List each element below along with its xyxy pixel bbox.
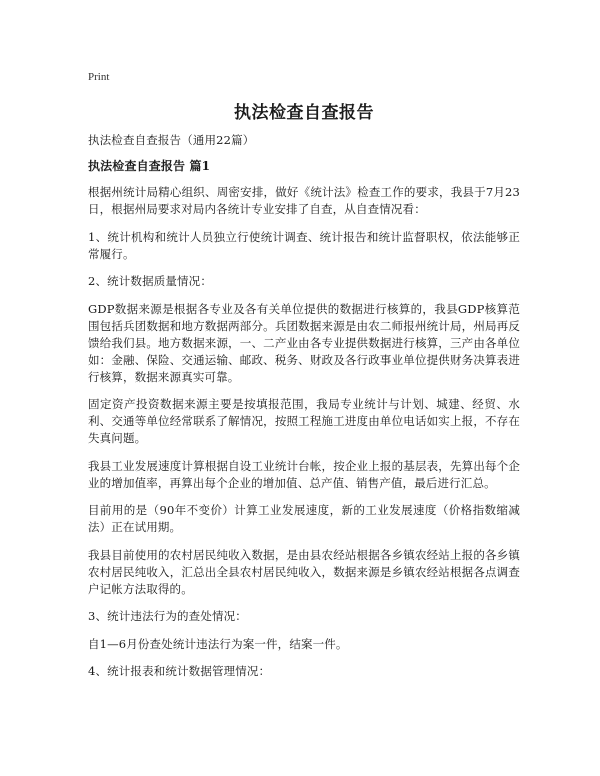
- paragraph-item-1: 1、统计机构和统计人员独立行使统计调查、统计报告和统计监督职权，依法能够正常履行。: [88, 229, 520, 261]
- print-link[interactable]: Print: [88, 71, 110, 83]
- document-body: [88, 132, 520, 691]
- paragraph-price-base: 目前用的是（90年不变价）计算工业发展速度，新的工业发展速度（价格指数缩减法）正在试用期。: [88, 503, 520, 534]
- paragraph-item-4-heading: 4、统计报表和统计数据管理情况：: [88, 664, 271, 678]
- paragraph-fixed-assets: 固定资产投资数据来源主要是按填报范围，我局专业统计与计划、城建、经贸、水利、交通等单位经常联系了解情况，按照工程施工进度由单位电话如实上报，不存在失真问题。: [88, 397, 520, 445]
- paragraph-cases: 自1—6月份查处统计违法行为案一件，结案一件。: [88, 636, 348, 651]
- paragraph-rural-income: 我县目前使用的农村居民纯收入数据，是由县农经站根据各乡镇农经站上报的各乡镇农村居民纯收入，汇总出全县农村居民纯收入，数据来源是乡镇农经站根据各点调查户记帐方法取得的。: [88, 547, 520, 596]
- page-title: 执法检查自查报告: [234, 103, 374, 123]
- document-subtitle: 执法检查自查报告（通用22篇）: [88, 133, 255, 147]
- paragraph-industry-speed: 我县工业发展速度计算根据自设工业统计台帐，按企业上报的基层表，先算出每个企业的增加值率，再算出每个企业的增加值、总产值、销售产值，最后进行汇总。: [88, 458, 520, 490]
- paragraph-item-3-heading: 3、统计违法行为的查处情况：: [88, 609, 247, 623]
- section-heading: 执法检查自查报告 篇1: [88, 159, 211, 173]
- paragraph-item-2-heading: 2、统计数据质量情况：: [88, 274, 212, 288]
- paragraph-gdp: GDP数据来源是根据各专业及各有关单位提供的数据进行核算的，我县GDP核算范围包括兵团数据和地方数据两部分。兵团数据来源是由农二师报州统计局，州局再反馈给我们县。地方数据来源，一、二产业由各专业提供数据进行核算，三产由各单位如：金融、保险、交通运输、邮政、税务、财政及各行政事业单位提供财务决算表进行核算，数据来源真实可靠。: [88, 301, 520, 384]
- paragraph-intro: 根据州统计局精心组织、周密安排，做好《统计法》检查工作的要求，我县于7月23日，根据州局要求对局内各统计专业安排了自查，从自查情况看：: [88, 185, 520, 216]
